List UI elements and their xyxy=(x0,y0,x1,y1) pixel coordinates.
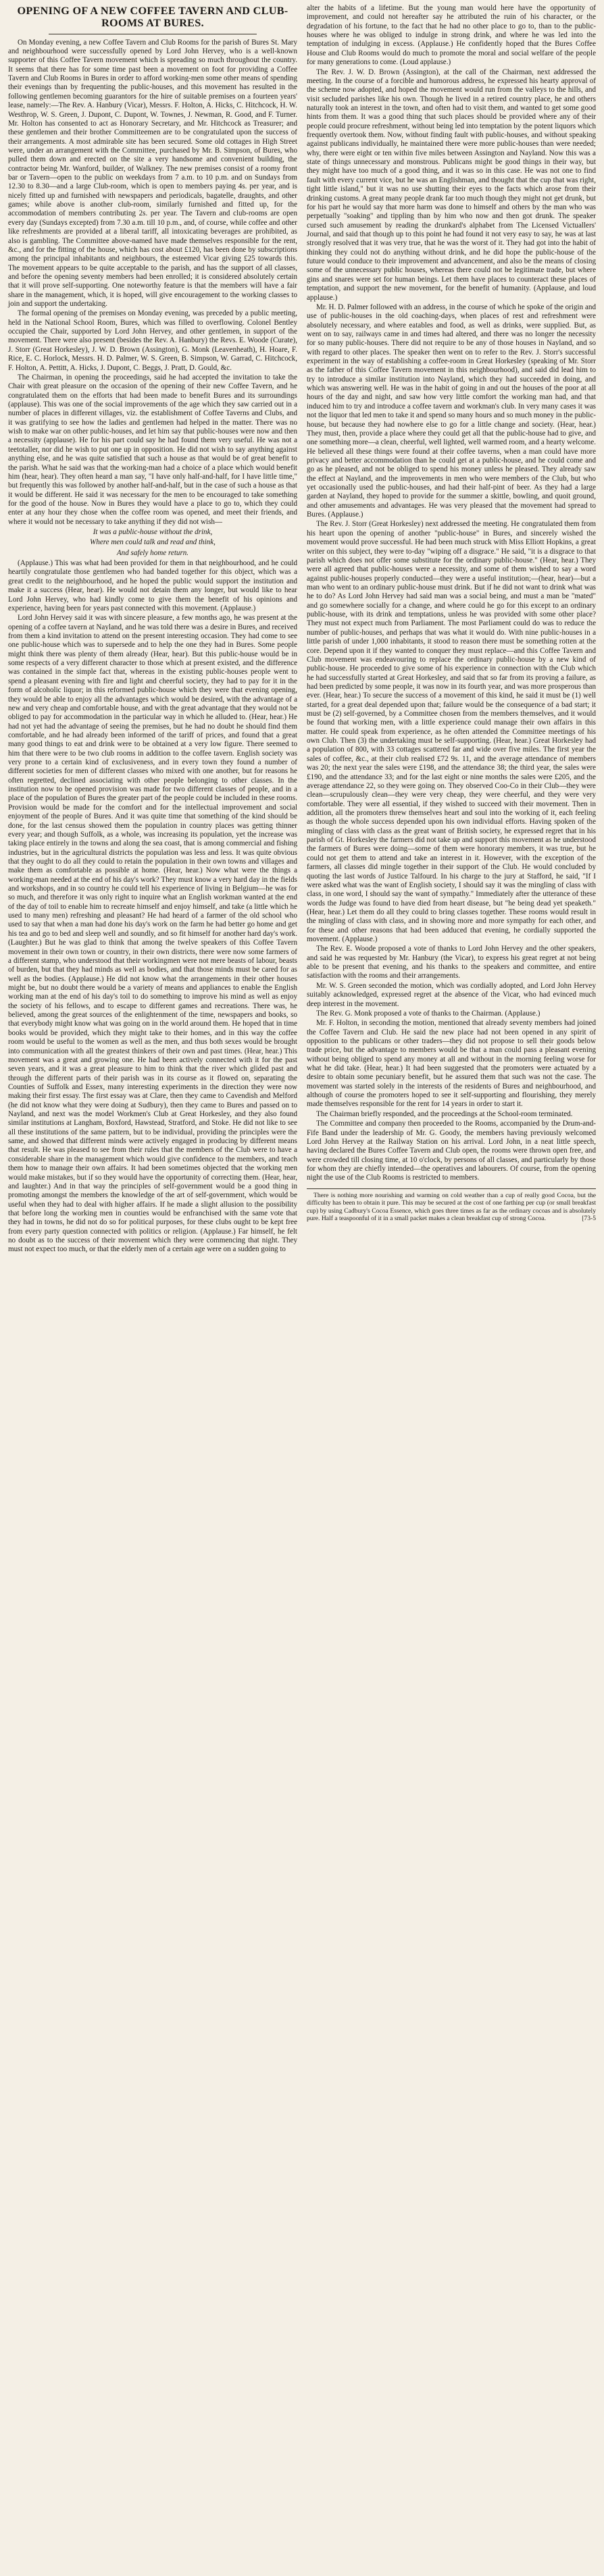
verse-line-2: Where men could talk and read and think, xyxy=(90,538,216,547)
paragraph-intro: On Monday evening, a new Coffee Tavern and Club Rooms for the parish of Bures St. Mary and neighbourhood were successfully opened by Lord John Hervey, who is a well-known supporter of this Coffee Tavern movement which is spreading so much throughout the country. It seems that there has for some time past been a movement on foot for providing a Coffee Tavern and Club Rooms in Bures in order to afford working-men some other means of spending their evenings than by frequenting the public-houses, and this movement has resulted in the following gentlemen becoming guarantors for the hire of suitable premises on a fourteen years' lease, namely:—The Rev. A. Hanbury (Vicar), Messrs. F. Holton, A. Hicks, C. Hitchcock, H. W. Westhrop, W. S. Green, J. Dupont, C. Dupont, W. Townes, J. Newman, R. Good, and F. Turner. Mr. Holton has consented to act as Honorary Secretary, and Mr. Hitchcock as Treasurer; and these gentlemen and their brother Committeemen are to be congratulated upon the success of their arrangements. A most admirable site has been secured. Some old cottages in High Street were, under an arrangement with the Committee, purchased by Mr. B. Simpson, of Bures, who pulled them down and erected on the site a very handsome and convenient building, the contractor being Mr. Wanford, builder, of Walkney. The new premises consist of a roomy front bar or Tavern—open to the public on weekdays from 7 a.m. to 10 p.m. and on Sundays from 12.30 to 8.30—and a large Club-room, which is open to members paying 4s. per year, and is nicely fitted up and furnished with newspapers and periodicals, bagatelle, draughts, and other games; while above is another club-room, similarly furnished and fitted up, for the accommodation of members contributing 2s. per year. The Tavern and club-rooms are open every day (Sundays excepted) from 7.30 a.m. till 10 p.m., and, of course, while coffee and other like refreshments are provided at a liberal tariff, all intoxicating beverages are prohibited, as also is gambling. The Committee above-named have made themselves responsible for the rent, &c., and for the fitting of the house, which has cost about £120, has been done by subscriptions among the principal inhabitants and neighbours, the esteemed Vicar giving £25 towards this. The movement appears to be quite acceptable to the parish, and has the support of all classes, and before the opening seventy members had been enrolled; it is considered absolutely certain that it will prove self-supporting. One noteworthy feature is that the members will have a fair share in the management, which, it is hoped, will give encouragement to the working classes to join and support the undertaking. xyxy=(8,38,297,309)
paragraph-rev-woode: The Rev. E. Woode proposed a vote of thanks to Lord John Hervey and the other speakers, and said he was requested by Mr. Hanbury (the Vicar), to express his great regret at not being able to be present that evening, and his thanks to the speakers and committee, and entire satisfaction with the rooms and their arrangements. xyxy=(307,945,596,980)
paragraph-rev-brown: The Rev. J. W. D. Brown (Assington), at the call of the Chairman, next addressed the meeting. In the course of a forcible and humorous address, he expressed his hearty approval of the scheme now adopted, and hoped the movement would run from the valleys to the hills, and visit secluded parishes like his own. Though he lived in a retired country place, he and others naturally took an interest in the town, and often had to visit them, and wanted to get some good hints from them. It was a good thing that such places should be provided where any of their people could procure refreshment, without being led into temptation by the potent liquors which frequently overtook them. Now, without finding fault with public-houses, and without speaking against publicans individually, he maintained there were more public-houses than were needed; why, there were eight or ten within five miles between Assington and Nayland. Now this was a state of things unnecessary and monstrous. Publicans might be good things in their way, but they might have too much of a good thing, and it was so in this case. He was not one to find fault with every current vice, but he was an Englishman, and thought that the cup that was right, tight little island," but it was no use shutting their eyes to the facts which arose from their drinking customs. A great many people drank far too much though they might not get drunk, but for his part he would say that more harm was done to himself and others by the man who was perpetually "soaking" and tippling than by him who now and then got drunk. The speaker cursed such amusement by reading the drunkard's alphabet from The Licensed Victuallers' Journal, and said that though up to this point he had found it not very easy to say, he was at last strongly resolved that it was very true, that he was the worst of it. They had got into the habit of thinking they could not do anything without drink, and he did hope the public-house of the future would conduce to their improvement and advancement, and also be the means of closing some of the unnecessary public houses, whereas there could not be legitimate trade, but where gins and snares were set for human beings. Let them have places to counteract these places of temptation, and support the new movement, for the benefit of humanity. (Applause, and loud applause.) xyxy=(307,68,596,302)
article-columns xyxy=(8,4,596,2572)
paragraph-rev-monk: The Rev. G. Monk proposed a vote of thanks to the Chairman. (Applause.) xyxy=(316,1009,540,1018)
paragraph-chairman-cont: (Applause.) This was what had been provided for them in that neighbourhood, and he could heartily congratulate those gentlemen who had banded together for this object, which was a great credit to the neighbourhood, and he hoped the public would support the institution and make it a success (Hear, hear). He would not detain them any longer, but would like to hear Lord John Hervey, who had kindly come to give them the benefit of his opinions and experience, having been for years past connected with this movement. (Applause.) xyxy=(8,559,297,612)
paragraph-rev-storr: The Rev. J. Storr (Great Horkesley) next addressed the meeting. He congratulated them from his heart upon the opening of another "public-house" in Bures, and sincerely wished the movement would prove successful. He had been much struck with Miss Elliott Hopkins, a great writer on this subject, they were to-day "wiping off a disgrace." He said, "it is a disgrace to that parish which does not offer some substitute for the ordinary public-house." (Hear, hear.) They were all agreed that public-houses were a necessity, and some of them wished to say a word against public-houses properly conducted—they were a useful institution;—(hear, hear)—but a man who went to an ordinary public-house must drink. But if he did not want to drink what was he to do? As Lord John Hervey had said man was a social being, and must a man be "mated" and go somewhere socially for a change, and where could he go for this except to an ordinary public-house, with its drink and temptations, unless he was provided with some other place? They must not expect much from Parliament. The most Parliament could do was to reduce the number of public-houses, and perhaps that was what it would do. With nine public-houses in a little parish of under 1,000 inhabitants, it stood to reason there must be something rotten at the core. Depend upon it if they wanted to conquer they must replace—and this Coffee Tavern and Club movement was endeavouring to replace the ordinary public-house by a new kind of public-house. He proceeded to give some of his experience in connection with the Club which he had successfully started at Great Horkesley, and said that so far from its proving a failure, as had been predicted by some people, it was now in its fourth year, and was more prosperous than ever. (Hear, hear.) To secure the success of a movement of this kind, he said it must be (1) well started, for a great deal depended upon that; failure would be the consequence of a bad start; it must be (2) self-governed, by a Committee chosen from the members themselves, and it would be found that working men, with a little experience could manage their own affairs in this matter. He could speak from experience, as he often attended the Committee meetings of his own Club. Then (3) the undertaking must be self-supporting. (Hear, hear.) Great Horkesley had a population of 800, with 33 cottages scattered far and wide over five miles. The first year the sales of coffee, &c., at their club realised £72 9s. 11, and the average attendance of members was 20; the next year the sales were £198, and the attendance 38; the third year, the sales were £190, and the attendance 33; and for the last eight or nine months the sales were £205, and the average attendance 22, so they were going on. They observed Coo-Co in their Club—they were clean—scrupulously clean—they were very cheap, they were cheerful, and they were very comfortable. They were all essential, if they wished to succeed with their movement. Then in addition, all the promoters threw themselves heart and soul into the working of it, each feeling as though the whole success depended upon his own individual efforts. Having spoken of the mingling of class with class as the great want of British society, he expressed regret that in his parish of Gt. Horkesley the farmers did not take up and support this movement as he understood the farmers of Bures were doing—some of them were honorary members, it was true, but he could not get them to attend and take an interest in it. However, with the exception of the farmers, all classes did mingle together in their support of the Club. He would concluded by quoting the last words of Justice Talfourd. In his charge to the jury at Stafford, he said, "If I were asked what was the want of English society, I should say it was the mingling of class with class, in one word, I should say the want of sympathy." Immediately after the utterance of these words the Judge was found to have died from heart disease, but "he being dead yet speaketh." (Hear, hear.) Let them do all they could to bring classes together. These rooms would result in the mingling of class with class, and in showing more and more sympathy for each other, and for these and other reasons that had been adduced that evening, he cordially supported the movement. (Applause.) xyxy=(307,520,596,944)
paragraph-green: Mr. W. S. Green seconded the motion, which was cordially adopted, and Lord John Hervey suitably acknowledged, expressed regret at the absence of the Vicar, who had evinced much deep interest in the movement. xyxy=(307,981,596,1008)
advertisement-ref: [73-5 xyxy=(582,1215,596,1223)
verse-line-1: It was a public-house without the drink, xyxy=(93,528,213,537)
paragraph-hervey-cont: alter the habits of a lifetime. But the young man would here have the opportunity of improvement, and could not hereafter say he attributed the ruin of his character, or the degradation of his fortune, to the fact that he had no other place to go to, than to the public-houses where he was obliged to indulge in strong drink, and where he was led into the temptation of indulging in excess. (Applause.) He confidently hoped that the Bures Coffee House and Club Rooms would do much to promote the moral and social welfare of the people for many generations to come. (Loud applause.) xyxy=(307,4,596,67)
verse-line-3: And safely home return. xyxy=(116,548,189,557)
cocoa-advertisement-text: There is nothing more nourishing and warming on cold weather than a cup of really good Cocoa, but the difficulty has been to obtain it pure. This may be secured at the cost of one farthing per cup (or small breakfast cup) by using Cadbury's Cocoa Essence, which goes three times as far as the ordinary cocoas and is absolutely pure. Half a teaspoonful of it in a small packet makes a clean breakfast cup of strong Cocoa. xyxy=(307,1191,596,1223)
article-headline: OPENING OF A NEW COFFEE TAVERN AND CLUB-ROOMS AT BURES. xyxy=(17,5,288,29)
paragraph-chairman-response: The Chairman briefly responded, and the proceedings at the School-room terminated. xyxy=(316,1109,573,1118)
paragraph-meeting: The formal opening of the premises on Monday evening, was preceded by a public meeting, held in the National School Room, Bures, which was filled to overflowing. Colonel Bentley occupied the Chair, supported by Lord John Hervey, and other gentlemen, in support of the movement. There were also present (besides the Rev. A. Hanbury) the Revs. E. Woode (Curate), J. Storr (Great Horkesley), J. W. D. Brown (Assington), G. Monk (Leavenheath), H. Hoare, F. Rice, E. C. Horlock, Messrs. H. D. Palmer, W. S. Green, B. Simpson, W. Garrad, C. Hitchcock, F. Holton, A. Pettitt, A. Hicks, J. Dupont, C. Beggs, J. Pratt, D. Gould, &c. xyxy=(8,309,297,372)
paragraph-chairman: The Chairman, in opening the proceedings, said he had accepted the invitation to take the Chair with great pleasure on the occasion of the opening of their new Coffee Tavern, and he congratulated them on the efforts that had been made to benefit Bures and its surroundings (applause). This was one of the social improvements of the age which they saw carried out in a number of places in different villages, viz. the establishment of Coffee Taverns and Clubs, and it was gratifying to see how the ladies and gentlemen had helped in the matter. There was no wish to make war on other public-houses, and let him say that public-houses were now and then a necessity (applause). He for his part could say he had found them very useful. He was not a teetotaller, nor did he wish to put one up in opposition. He did not wish to say anything against anything else, and he was quite satisfied that such a house as that would be of great benefit to the parish. What he said was that the working-man had a choice of a place which would benefit him (hear, hear). They often heard a man say, "I have only half-and-half, for I have little time," but frequently this was followed by another half-and-half, but in the case of such a house as that it would be different. He said it was necessary for the men to be encouraged to take something for the good of the house. Now in Bures they would have a place to go to, which they could enter at any hour they chose when the coffee room was opened, and meet their friends, and where it would not be necessary to take anything if they did not wish— xyxy=(8,373,297,526)
paragraph-procession: The Committee and company then proceeded to the Rooms, accompanied by the Drum-and-Fife Band under the leadership of Mr. G. Goody, the members having previously welcomed Lord John Hervey at the Railway Station on his arrival. Lord John, in a neat little speech, having declared the Bures Coffee Tavern and Club open, the rooms were thrown open free, and were crowded till closing time, at 10 o'clock, by persons of all classes, and particularly by those for whom they are chiefly intended—the operatives and labourers. Of course, from the opening night the use of the Club Rooms is restricted to members. xyxy=(307,1120,596,1182)
paragraph-lord-hervey: Lord John Hervey said it was with sincere pleasure, a few months ago, he was present at the opening of a coffee tavern at Nayland, and he was told there was a desire in Bures, and received from them a kind invitation to attend on the present interesting occasion. They had come to see one public-house which was to supersede and to help the one they had in Bures. Some people might think there was plenty of them already (Hear, hear). But this public-house would be in some respects of a very different character to those which at present existed, and the difference was contained in the simple fact that, whereas in the existing public-houses people went to spend a pleasant evening with fire and light and cheerful society, they had to pay for it in the form of alcoholic liquor; in this reformed public-house which they were that evening opening, they would be able to enjoy all the advantages which would be desired, with the advantage of a new and very cheap and comfortable house, and with the great advantage that they would not be obliged to pay for accommodation in the particular way in which he alluded to. (Hear, hear.) He had not yet had the advantage of seeing the premises, but he had no doubt he should find them comfortable, and he had already been informed of the tariff of prices, and found that a great many good things to eat and drink were to be obtained at a very low figure. There seemed to him that there were to be two club rooms in addition to the coffee tavern. English society was very prone to a certain kind of exclusiveness, and in every town they found a number of different societies for men of different classes who mixed with one another, but for reasons he often regretted, declined associating with other people belonging to other classes. In the institution now to be opened provision was made for two different classes of people, and in a place of the population of Bures the greater part of the people could be included in these rooms. Provision would be made for the comfort and for the intellectual improvement and social enjoyment of the people of Bures. And it was quite time that something of the kind should be done, for the last census showed them the population in country places was getting thinner every year; and though Suffolk, as a whole, was increasing its population, yet the increase was taking place entirely in the towns and along the sea coast, that is among commercial and fishing industries, but in the agricultural districts the population was less and less. It was quite obvious that they ought to do all they could to retain the population in their own towns and villages and make them as comfortable as possible at home. (Hear, hear.) Now what were the things a working-man needed at the end of his day's work? They must know a very hard day in the fields and workshops, and in so country he could tell his experience of living in Belgium—he was for so much, and therefore it was only right to inquire what an English workman wanted at the end of the day of toil to enable him to recreate himself and enjoy himself, and take (a little which he used to many men) refreshing and pleasant? He had heard of a farmer of the old school who used to say that when a man had done his day's work on the farm he had better go home and get his tea and go to bed and sleep well and soundly, and so fit himself for another hard day's work. (Laughter.) But he was glad to think that among the twelve speakers of this Coffee Tavern movement in their own town or country, in their own districts, there were now some farmers of a different stamp, who understood that their workingmen were not mere beasts of labour, beasts of burden, but that they had minds as well as bodies, and that those minds must be cared for as well as the bodies. (Applause.) He did not know what the arrangements in their other houses might be, but no doubt there would be a variety of means and appliances to enable the English working man at the end of his day's toil to do something to improve his mind as well as enjoy the society of his fellows, and to escape to different games and recreations. There was, he believed, among the great sources of the enlightenment of the time, newspapers and books, so that everybody might know what was going on in the world around them. He hoped that in time books would be provided, which they might take to their homes, and in this way the coffee room would be useful to the women as well as the men, and thus both sexes would be brought into communication with all the greatest thinkers of their own and past times. (Hear, hear.) This movement was a great and growing one. He had been actively connected with it for the past seven years, and it was a great pleasure to him to think that the river which glided past and through the different parts of their parish was in its course as it flowed on, separating the Counties of Suffolk and Essex, many interesting experiments in the direction they were now making their first essay. The first essay was at Clare, then they came to Cavendish and Melford (he did not know what they were doing at Sudbury), then they came to Bures and passed on to Nayland, and next was the model Workmen's Club at Great Horkesley, and they also found similar institutions at Langham, Boxford, Hawstead, Stratford, and Stoke. He did not like to see all these institutions of the same pattern, but to be individual, providing the principles were the same, and showed that different minds were actively engaged in producing by different means that result. He was pleased to see from their rules that the members of the Club were to have a considerable share in the management which would give confidence to the members, and teach them how to manage their own affairs. It had been sometimes objected that the working men would make mistakes, but if so they would have the opportunity of correcting them. (Hear, hear, and laughter.) And in that way the principles of self-government would be a good thing in promoting amongst the members the knowledge of the art of self-government, which would be useful when they had to deal with higher affairs. If he made a slight allusion to the possibility that before long the working men in counties would be enfranchised with the same vote that they had in towns, he did not do so for political purposes, for these clubs ought to be kept free from every party question connected with politics or religion. (Applause.) Far himself, he felt no doubt as to the success of their movement which they were commencing that night. They must not expect too much, or that the elderly men of a certain age were on a sudden going to xyxy=(8,614,297,1254)
cocoa-advertisement xyxy=(307,1188,596,1223)
paragraph-holton: Mr. F. Holton, in seconding the motion, mentioned that already seventy members had joined the Coffee Tavern and Club. He said the new place had not been opened in any spirit of opposition to the publicans or other traders—they did not propose to sell their goods below trade price, but the advantage to members would be that a man could pass a pleasant evening without being obliged to spend any money at all and without in the morning feeling worse for what he did take. (Hear, hear.) It had been suggested that the promoters were actuated by a desire to obtain some pecuniary benefit, but he assured them that such was not the case. The movement was started solely in the interests of the residents of Bures and neighbourhood, and although of course the promoters hoped to see it self-supporting and flourishing, they merely made themselves responsible for the rent for 14 years in order to start it. xyxy=(307,1019,596,1109)
paragraph-palmer: Mr. H. D. Palmer followed with an address, in the course of which he spoke of the origin and use of public-houses in the old coaching-days, when places of rest and refreshment were absolutely necessary, and where eatables and food, as well as drinks, were supplied. But, as went on to say, railways came in and times had altered, and there was no longer the necessity for so many public-houses. There did not require to be any of those houses in Nayland, and so with regard to other places. The speaker then went on to refer to the Rev. J. Storr's successful experiment in the way of establishing a coffee-room in Great Horkesley (speaking of Mr. Storr as the father of this Coffee Tavern movement in this neighbourhood), and said did lead him to try to introduce a similar institution into Nayland, which they had succeeded in doing, and which was answering well. He was in the habit of going in and out the houses of the poor at all hours of the day and night, and saw how very little comfort the working man had, and that induced him to try and introduce a coffee tavern and workman's club. In very many cases it was not the liquor that led men to take it and spend so many hours and so much money in the public-house, but because they had nowhere else to go for a little change and society. (Hear, hear.) They must, then, provide a place where they could get all that the public-house had to give, and one something more—a clean, cheerful, well lighted, well warmed room, and a hearty welcome. He believed all these things were found at their coffee taverns, when a man could have more privacy and better accommodation than he could get at a public-house, and he could come and go as he pleased, and not be obliged to spend his money unless he pleased. They already saw the effect at Nayland, and the improvements in men who were members of the Club, but who yet occasionally used the public-houses, and had their half-pint of beer. As they had a large garden at Nayland, they hoped to provide for the summer a skittle, bowling, and quoit ground, and other amusements and advantages. He was very pleased that the movement had spread to Bures. (Applause.) xyxy=(307,303,596,519)
column-left xyxy=(8,4,297,2572)
column-right xyxy=(307,4,596,2572)
